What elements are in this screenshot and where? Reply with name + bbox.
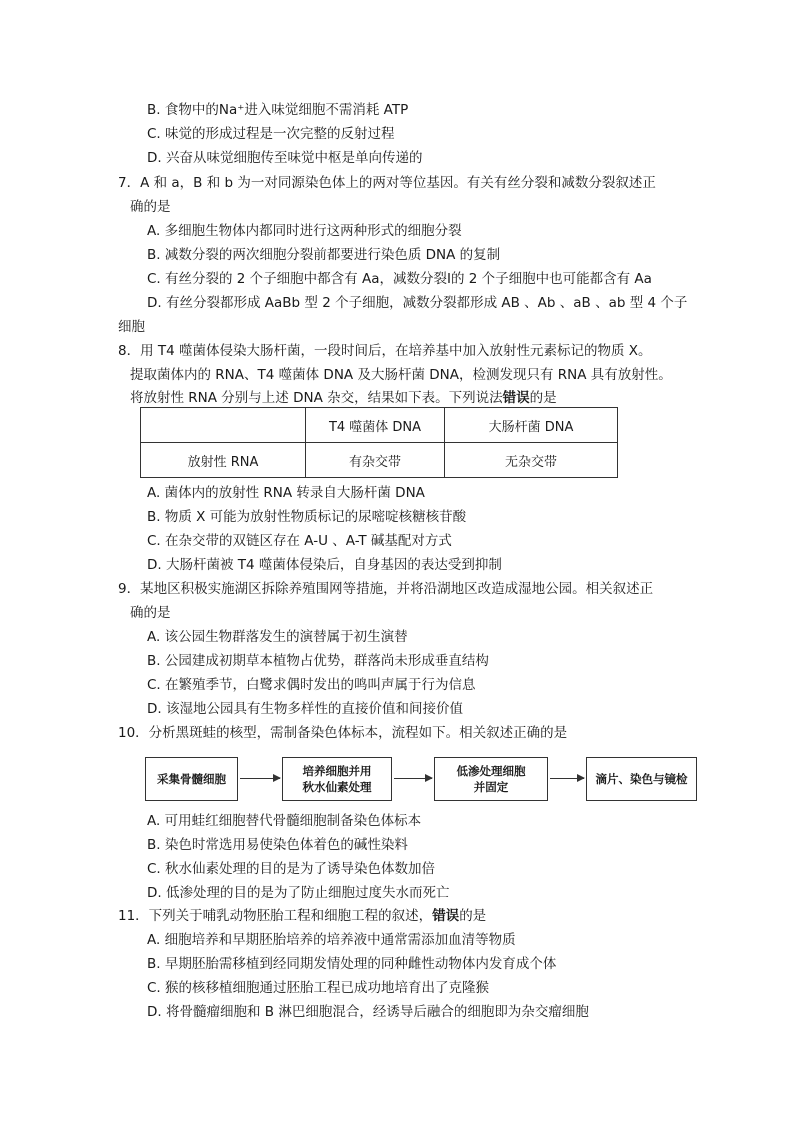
q9-option-c: C. 在繁殖季节，白鹭求偶时发出的鸣叫声属于行为信息 xyxy=(147,677,476,693)
table-corner-cell xyxy=(141,408,306,443)
flow-arrow-2 xyxy=(394,778,432,779)
q9-stem-line1: 9．某地区积极实施湖区拆除养殖围网等措施，并将沿湖地区改造成湿地公园。相关叙述正 xyxy=(118,581,654,597)
q10-stem: 10．分析黑斑蛙的核型，需制备染色体标本，流程如下。相关叙述正确的是 xyxy=(118,725,568,741)
q11-option-d: D. 将骨髓瘤细胞和 B 淋巴细胞混合，经诱导后融合的细胞即为杂交瘤细胞 xyxy=(147,1004,589,1020)
q10-option-b: B. 染色时常选用易使染色体着色的碱性染料 xyxy=(147,837,408,853)
flow-step-drop-stain-examine xyxy=(586,757,697,801)
q9-option-a: A. 该公园生物群落发生的演替属于初生演替 xyxy=(147,629,408,645)
table-row-label: 放射性 RNA xyxy=(141,443,306,478)
table-header-t4-dna: T4 噬菌体 DNA xyxy=(306,408,445,443)
q9-option-d: D. 该湿地公园具有生物多样性的直接价值和间接价值 xyxy=(147,701,463,717)
q10-option-c: C. 秋水仙素处理的目的是为了诱导染色体数加倍 xyxy=(147,861,436,877)
q6-option-d: D. 兴奋从味觉细胞传至味觉中枢是单向传递的 xyxy=(147,150,423,166)
q8-stem-line3-end: 的是 xyxy=(529,390,557,406)
flow-step-hypotonic-fix xyxy=(434,757,548,801)
q6-option-b: B. 食物中的Na⁺进入味觉细胞不需消耗 ATP xyxy=(147,102,409,118)
q7-option-d-line2: 细胞 xyxy=(118,319,145,335)
q7-option-c: C. 有丝分裂的 2 个子细胞中都含有 Aa，减数分裂Ⅰ的 2 个子细胞中也可能都含有 Aa xyxy=(147,271,652,287)
flow-step-culture-colchicine xyxy=(282,757,392,801)
q8-stem-line3-text: 将放射性 RNA 分别与上述 DNA 杂交，结果如下表。下列说法 xyxy=(130,390,503,406)
q11-stem-text: 11．下列关于哺乳动物胚胎工程和细胞工程的叙述， xyxy=(118,908,433,924)
q7-stem-line1: 7．A 和 a，B 和 b 为一对同源染色体上的两对等位基因。有关有丝分裂和减数分裂叙述正 xyxy=(118,175,656,191)
flow-step2-line1: 培养细胞并用 xyxy=(302,764,372,778)
q11-stem xyxy=(118,907,486,925)
flow-step-collect-bone-marrow xyxy=(145,757,238,801)
q10-option-d: D. 低渗处理的目的是为了防止细胞过度失水而死亡 xyxy=(147,885,450,901)
q7-stem-line2: 确的是 xyxy=(130,199,171,215)
q8-option-b: B. 物质 X 可能为放射性物质标记的尿嘧啶核糖核苷酸 xyxy=(147,509,467,525)
q7-option-b: B. 减数分裂的两次细胞分裂前都要进行染色质 DNA 的复制 xyxy=(147,247,501,263)
q8-option-d: D. 大肠杆菌被 T4 噬菌体侵染后，自身基因的表达受到抑制 xyxy=(147,557,502,573)
flow-step3-line1: 低渗处理细胞 xyxy=(456,764,526,778)
flow-step4-label: 滴片、染色与镜检 xyxy=(595,772,688,786)
table-cell-t4-result: 有杂交带 xyxy=(306,443,445,478)
flow-arrow-3 xyxy=(550,778,584,779)
q9-option-b: B. 公园建成初期草本植物占优势，群落尚未形成垂直结构 xyxy=(147,653,489,669)
q10-option-a: A. 可用蛙红细胞替代骨髓细胞制备染色体标本 xyxy=(147,813,422,829)
flow-step1-label: 采集骨髓细胞 xyxy=(157,772,226,786)
q7-option-d-line1: D. 有丝分裂都形成 AaBb 型 2 个子细胞，减数分裂都形成 AB 、Ab 、aB 、ab 型 4 个子 xyxy=(147,295,688,311)
q6-option-c: C. 味觉的形成过程是一次完整的反射过程 xyxy=(147,126,395,142)
q8-hybridization-table xyxy=(140,407,618,478)
flow-step3-line2: 并固定 xyxy=(473,780,509,794)
q11-stem-end: 的是 xyxy=(459,908,487,924)
table-header-ecoli-dna: 大肠杆菌 DNA xyxy=(445,408,618,443)
flow-arrow-1 xyxy=(240,778,280,779)
q8-stem-line1: 8．用 T4 噬菌体侵染大肠杆菌，一段时间后，在培养基中加入放射性元素标记的物质 X。 xyxy=(118,343,652,359)
table-cell-ecoli-result: 无杂交带 xyxy=(445,443,618,478)
q8-option-c: C. 在杂交带的双链区存在 A-U 、A-T 碱基配对方式 xyxy=(147,533,452,549)
q11-option-a: A. 细胞培养和早期胚胎培养的培养液中通常需添加血清等物质 xyxy=(147,932,516,948)
q7-option-a: A. 多细胞生物体内都同时进行这两种形式的细胞分裂 xyxy=(147,223,462,239)
q10-flowchart xyxy=(145,757,697,805)
q11-option-c: C. 猴的核移植细胞通过胚胎工程已成功地培育出了克隆猴 xyxy=(147,980,490,996)
q8-stem-line2: 提取菌体内的 RNA、T4 噬菌体 DNA 及大肠杆菌 DNA，检测发现只有 RNA 具有放射性。 xyxy=(130,367,672,383)
q11-keyword-wrong: 错误 xyxy=(432,908,460,924)
q8-option-a: A. 菌体内的放射性 RNA 转录自大肠杆菌 DNA xyxy=(147,485,425,501)
q9-stem-line2: 确的是 xyxy=(130,605,171,621)
q8-keyword-wrong: 错误 xyxy=(502,390,530,406)
q11-option-b: B. 早期胚胎需移植到经同期发情处理的同种雌性动物体内发育成个体 xyxy=(147,956,557,972)
flow-step2-line2: 秋水仙素处理 xyxy=(302,780,372,794)
q8-stem-line3 xyxy=(130,389,557,407)
